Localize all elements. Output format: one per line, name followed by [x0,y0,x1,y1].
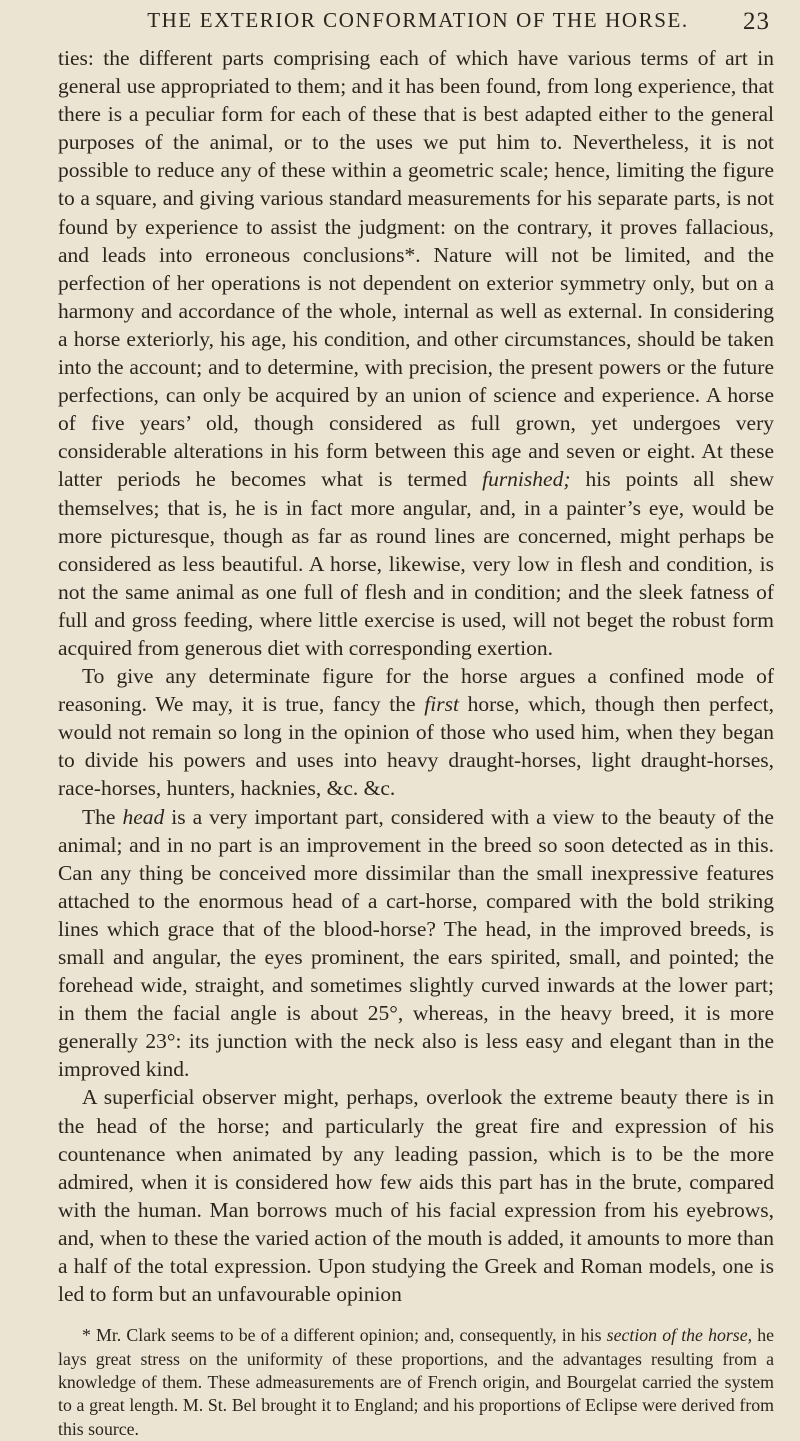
paragraph-text: his points all shew themselves; that is, he is in fact more angular, and, in a painter’s eye, would be more picturesque, though as far as round lines are concerned, might perhaps be considered as less beautiful. A horse, likewise, very low in flesh and condition, is not the same animal as one full of flesh and in condition; and the sleek fatness of full and gross feeding, where little exercise is used, will not beget the robust form acquired from generous diet with corresponding exertion. [58,467,774,660]
paragraph-text: To give any determinate figure for the horse argues a confined mode of reasoning. We may, it is true, fancy the [58,664,774,717]
footnote [58,1324,774,1441]
paragraph-text: horse, which, though then perfect, would not remain so long in the opinion of those who used him, when they began to divide his powers and uses into heavy draught-horses, light draught-horses, race-horses, hunters, hacknies, &c. &c. [58,692,774,801]
paragraph [58,1083,774,1308]
paragraph-text: A superficial observer might, perhaps, overlook the extreme beauty there is in the head of the horse; and particularly the great fire and expression of his countenance when animated by any leading passion, which is to be the more admired, when it is considered how few aids this part has in the brute, compared with the human. Man borrows much of his facial expression from his eyebrows, and, when to these the varied action of the mouth is added, it amounts to more than a half of the total expression. Upon studying the Greek and Roman models, one is led to form but an unfavourable opinion [58,1085,774,1307]
body-text [58,44,774,1308]
page-number: 23 [743,8,770,35]
running-head [58,8,774,44]
footnote-segment: * Mr. Clark seems to be of a different opinion; and, consequently, in his [82,1325,607,1346]
italic-term: first [424,692,459,717]
footnote-text [58,1324,774,1441]
footnote-italic: section of the horse, [606,1325,753,1346]
paragraph-text: The [82,804,123,829]
paragraph [58,44,774,662]
italic-term: head [122,804,165,829]
paragraph-text: is a very important part, considered with a view to the beauty of the animal; and in no part is an improvement in the breed so soon detected as in this. Can any thing be conceived more dissimilar than the small inexpressive features attached to the enormous head of a cart-horse, compared with the bold striking lines which grace that of the blood-horse? The head, in the improved breeds, is small and angular, the eyes prominent, the ears spirited, small, and pointed; the forehead wide, straight, and sometimes slightly curved inwards at the lower part; in them the facial angle is about 25°, whereas, in the heavy breed, it is more generally 23°: its junction with the neck also is less easy and elegant than in the improved kind. [58,804,774,1082]
footnote-segment: he lays great stress on the uniformity of these proportions, and the advantages resulting from a knowledge of them. These admeasurements are of French origin, and Bourgelat carried the system to a great length. M. St. Bel brought it to England; and his proportions of Eclipse were derived from this source. [58,1325,775,1439]
italic-term: furnished; [482,467,571,492]
paragraph [58,662,774,802]
paragraph-text: ties: the different parts comprising each of which have various terms of art in general use appropriated to them; and it has been found, from long experience, that there is a peculiar form for each of these that is best adapted either to the general purposes of the animal, or to the uses we put him to. Nevertheless, it is not possible to reduce any of these within a geometric scale; hence, limiting the figure to a square, and giving various standard measurements for his separate parts, is not found by experience to assist the judgment: on the contrary, it proves fallacious, and leads into erroneous conclusions*. Nature will not be limited, and the perfection of her operations is not dependent on exterior symmetry only, but on a harmony and accordance of the whole, internal as well as external. In considering a horse exteriorly, his age, his condition, and other circumstances, should be taken into the account; and to determine, with precision, the present powers or the future perfections, can only be acquired by an union of science and experience. A horse of five years’ old, though considered as full grown, yet undergoes very considerable alterations in his form between this age and seven or eight. At these latter periods he becomes what is termed [58,46,774,492]
running-head-title: THE EXTERIOR CONFORMATION OF THE HORSE. [147,8,689,32]
paragraph [58,803,774,1084]
